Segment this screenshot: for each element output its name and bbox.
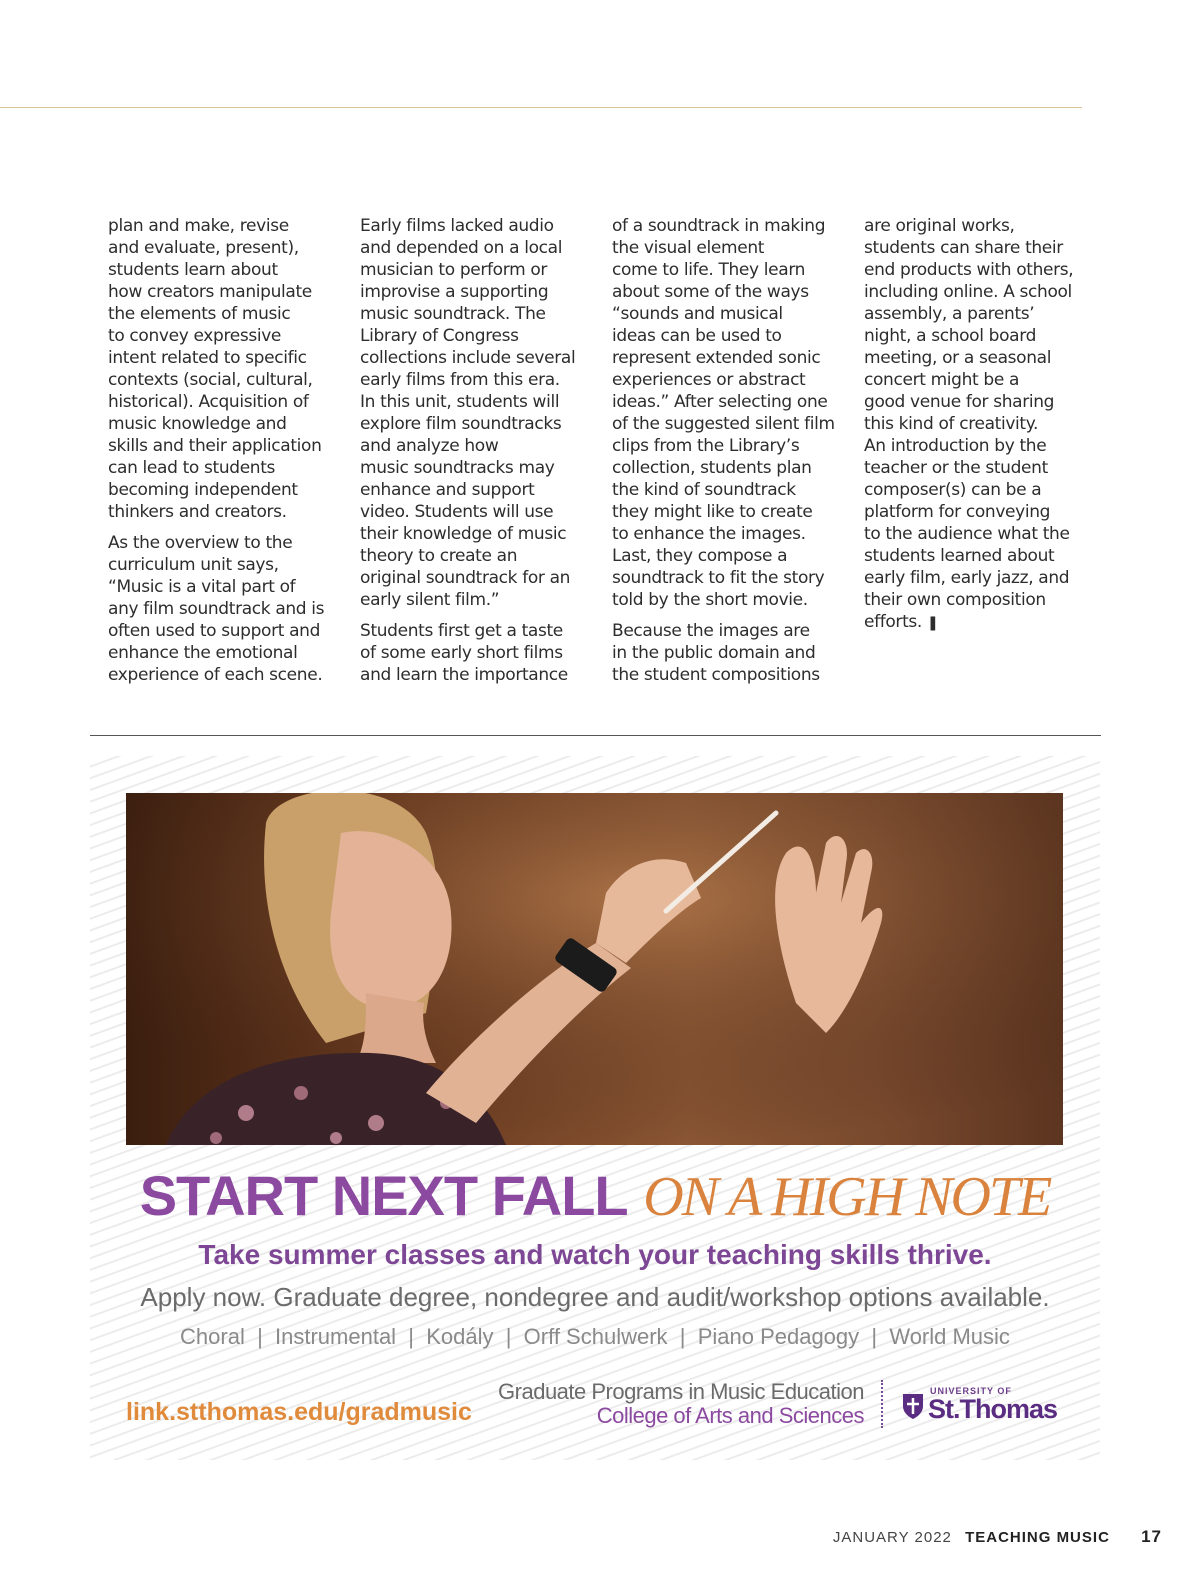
publication-name: TEACHING MUSIC bbox=[965, 1529, 1110, 1546]
article-column-3 bbox=[612, 215, 837, 695]
paragraph: Because the images are in the public domain and the student compositions bbox=[612, 621, 820, 685]
university-logo bbox=[902, 1386, 1057, 1425]
department-line-2: College of Arts and Sciences bbox=[596, 1403, 864, 1428]
paragraph: As the overview to the curriculum unit says, “Music is a vital part of any film soundtrack and is often used to support and enhance the emotional experience of each scene. bbox=[108, 533, 325, 685]
ad-link[interactable]: link.stthomas.edu/gradmusic bbox=[126, 1398, 472, 1426]
logo-divider bbox=[881, 1380, 883, 1428]
paragraph bbox=[864, 215, 1089, 634]
article-column-2 bbox=[360, 215, 585, 695]
top-rule bbox=[0, 107, 1082, 108]
department-line-1: Graduate Programs in Music Education bbox=[498, 1379, 864, 1404]
article-column-4 bbox=[864, 215, 1089, 643]
paragraph: Students first get a taste of some early short films and learn the importance bbox=[360, 621, 568, 685]
program-list: Choral | Instrumental | Kodály | Orff Schulwerk | Piano Pedagogy | World Music bbox=[180, 1324, 1010, 1349]
advertisement bbox=[90, 756, 1100, 1460]
paragraph: plan and make, revise and evaluate, present), students learn about how creators manipulate the elements of music to convey expressive intent related to specific contexts (social, cultural, historical). Acquisition of music knowledge and skills and their application can lead to students becoming independent thinkers and creators. bbox=[108, 216, 322, 522]
logo-top-text: UNIVERSITY OF bbox=[930, 1386, 1012, 1396]
page-number: 17 bbox=[1141, 1527, 1162, 1546]
paragraph-text: are original works, students can share their end products with others, including online. A school assembly, a parents’ night, a school board meeting, or a seasonal concert might be a good venue for sharing this kind of creativity. An introduction by the teacher or the student composer(s) can be a platform for conveying to the audience what the students learned about early film, early jazz, and their own composition efforts. bbox=[864, 216, 1074, 632]
article-column-1 bbox=[108, 215, 333, 695]
headline-main: START NEXT FALL bbox=[139, 1164, 628, 1227]
ad-divider bbox=[90, 735, 1101, 736]
ad-headline bbox=[90, 1164, 1100, 1229]
page-footer bbox=[833, 1527, 1162, 1547]
issue-date: JANUARY 2022 bbox=[832, 1529, 952, 1546]
headline-accent: ON A HIGH NOTE bbox=[643, 1166, 1051, 1228]
conductor-photo bbox=[126, 793, 1063, 1145]
ad-subhead: Take summer classes and watch your teaching skills thrive. bbox=[198, 1239, 992, 1270]
end-mark-icon: ❚ bbox=[927, 615, 939, 631]
paragraph: of a soundtrack in making the visual element come to life. They learn about some of the ways “sounds and musical ideas can be used to represent extended sonic experiences or abstract ideas.” After selecting one of the suggested silent film clips from the Library’s collection, students plan the kind of soundtrack they might like to create to enhance the images. Last, they compose a soundtrack to fit the story told by the short movie. bbox=[612, 216, 835, 610]
paragraph: Early films lacked audio and depended on a local musician to perform or improvise a supporting music soundtrack. The Library of Congress collections include several early films from this era. In this unit, students will explore film soundtracks and analyze how music soundtracks may enhance and support video. Students will use their knowledge of music theory to create an original soundtrack for an early silent film.” bbox=[360, 216, 576, 610]
apply-line: Apply now. Graduate degree, nondegree and audit/workshop options available. bbox=[140, 1282, 1050, 1312]
department-info bbox=[498, 1380, 864, 1428]
logo-name: St.Thomas bbox=[928, 1394, 1058, 1424]
shield-icon bbox=[902, 1392, 924, 1420]
